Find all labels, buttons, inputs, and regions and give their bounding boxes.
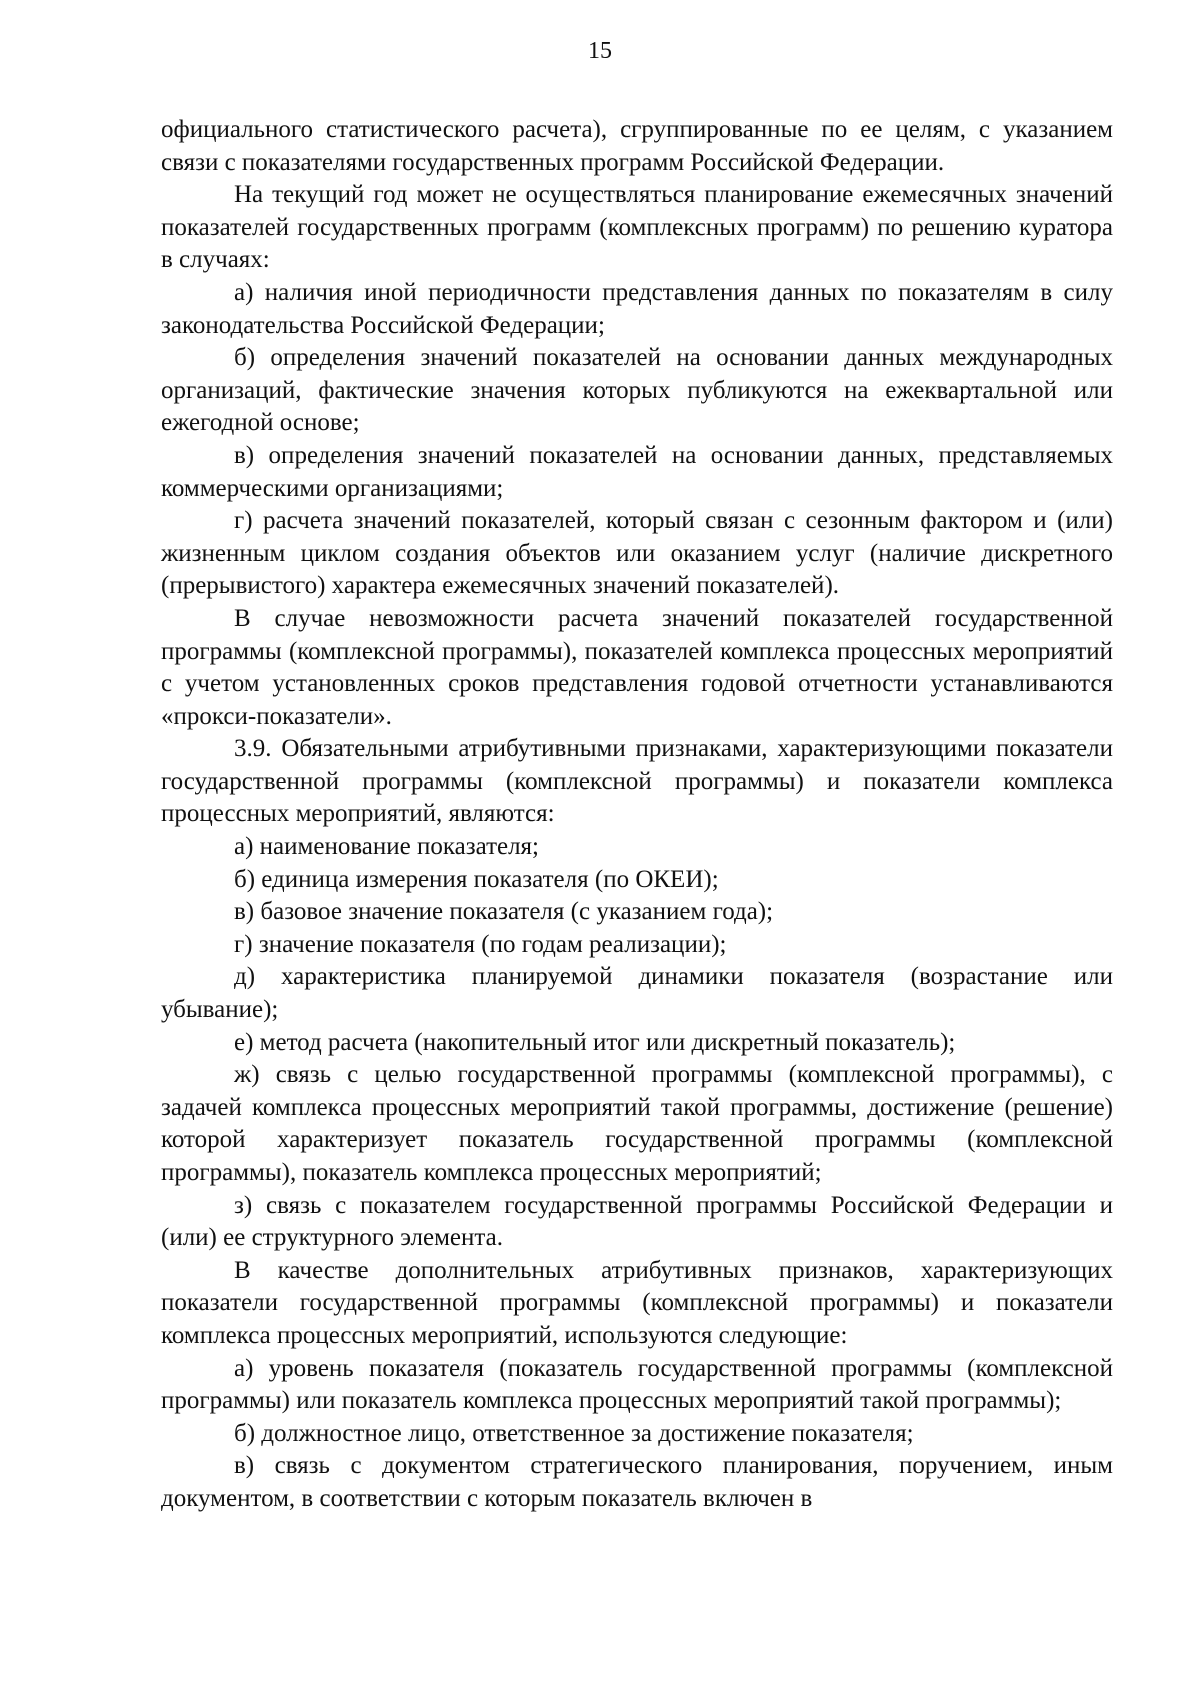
list-item-v-commercial: в) определения значений показателей на основании данных, представляемых коммерческими организациями; — [161, 441, 1113, 502]
list-item-g-seasonal: г) расчета значений показателей, который связан с сезонным фактором и (или) жизненным циклом создания объектов или оказанием услуг (наличие дискретного (прерывистого) характера ежемесячных значений показателей). — [161, 507, 1113, 600]
list-item-d-dynamics: д) характеристика планируемой динамики показателя (возрастание или убывание); — [161, 963, 1113, 1024]
list-item-e-method: е) метод расчета (накопительный итог или дискретный показатель); — [234, 1028, 956, 1056]
page-number: 15 — [588, 38, 612, 64]
paragraph-proxy-indicators: В случае невозможности расчета значений показателей государственной программы (комплексной программы), показателей комплекса процессных мероприятий с учетом установленных сроков представления годовой отчетности устанавливаются «прокси-показатели». — [161, 604, 1113, 730]
list-item-z-federal-link: з) связь с показателем государственной программы Российской Федерации и (или) ее структурного элемента. — [161, 1191, 1113, 1252]
list-item-a-level: а) уровень показателя (показатель государственной программы (комплексной программы) или показатель комплекса процессных мероприятий такой программы); — [161, 1354, 1113, 1415]
list-item-b-international: б) определения значений показателей на основании данных международных организаций, фактические значения которых публикуются на ежеквартальной или ежегодной основе; — [161, 344, 1113, 437]
document-body — [161, 114, 1113, 1516]
paragraph-planning-exceptions: На текущий год может не осуществляться планирование ежемесячных значений показателей государственных программ (комплексных программ) по решению куратора в случаях: — [161, 181, 1113, 274]
list-item-a-name: а) наименование показателя; — [234, 833, 540, 861]
list-item-zh-goal-link: ж) связь с целью государственной программы (комплексной программы), с задачей комплекса процессных мероприятий такой программы, достижение (решение) которой характеризует показатель государственной программы (комплексной программы), показатель комплекса процессных мероприятий; — [161, 1061, 1113, 1186]
list-item-v-document-link: в) связь с документом стратегического планирования, поручением, иным документом, в соответствии с которым показатель включен в — [161, 1452, 1113, 1512]
list-item-b-unit: б) единица измерения показателя (по ОКЕИ); — [234, 865, 719, 893]
list-item-b-responsible: б) должностное лицо, ответственное за достижение показателя; — [234, 1419, 914, 1447]
list-item-v-base-value: в) базовое значение показателя (с указанием года); — [234, 898, 774, 926]
list-item-a-periodicity: а) наличия иной периодичности представления данных по показателям в силу законодательства Российской Федерации; — [161, 278, 1113, 339]
paragraph-continuation: официального статистического расчета), сгруппированные по ее целям, с указанием связи с показателями государственных программ Российской Федерации. — [161, 116, 1113, 176]
list-item-g-value: г) значение показателя (по годам реализации); — [234, 930, 727, 958]
paragraph-section-3-9: 3.9. Обязательными атрибутивными признаками, характеризующими показатели государственной программы (комплексной программы) и показатели комплекса процессных мероприятий, являются: — [161, 735, 1113, 828]
paragraph-additional-attributes: В качестве дополнительных атрибутивных признаков, характеризующих показатели государственной программы (комплексной программы) и показатели комплекса процессных мероприятий, используются следующие: — [161, 1256, 1113, 1349]
